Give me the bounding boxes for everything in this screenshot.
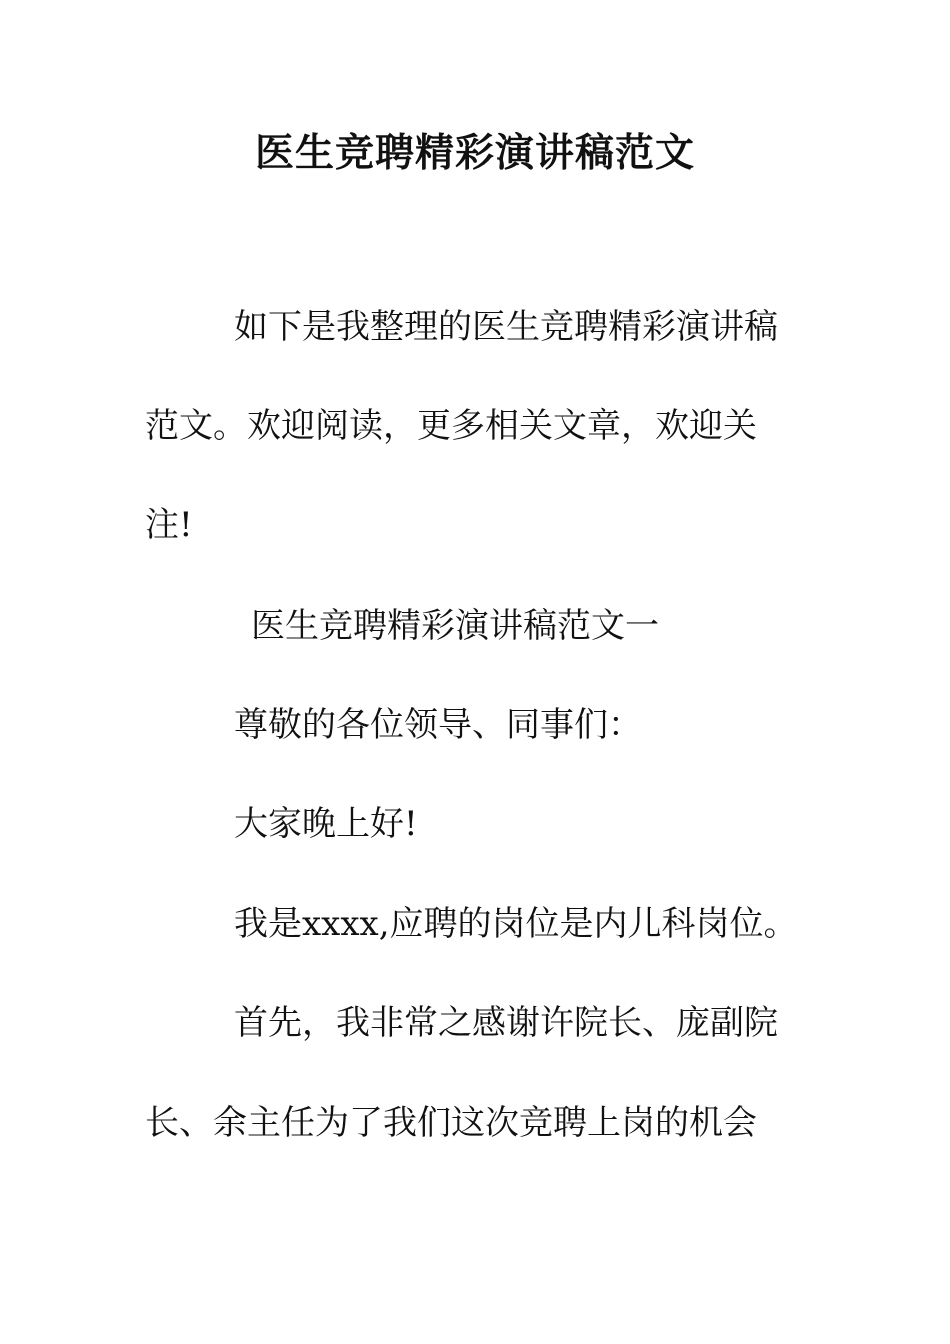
document-title: 医生竞聘精彩演讲稿范文 [254,130,695,176]
paragraph-line-3: 注! [145,505,193,545]
introduction-line: 我是xxxx,应聘的岗位是内儿科岗位。 [234,904,798,944]
paragraph-line-8: 首先，我非常之感谢许院长、庞副院 [234,1003,778,1043]
paragraph-line-2: 范文。欢迎阅读，更多相关文章，欢迎关 [145,406,757,446]
section-heading: 医生竞聘精彩演讲稿范文一 [251,606,659,646]
greeting-line: 尊敬的各位领导、同事们： [234,705,642,745]
paragraph-line-9: 长、余主任为了我们这次竞聘上岗的机会 [145,1103,757,1143]
paragraph-line-1: 如下是我整理的医生竞聘精彩演讲稿 [234,307,778,347]
salutation-line: 大家晚上好! [234,804,418,844]
